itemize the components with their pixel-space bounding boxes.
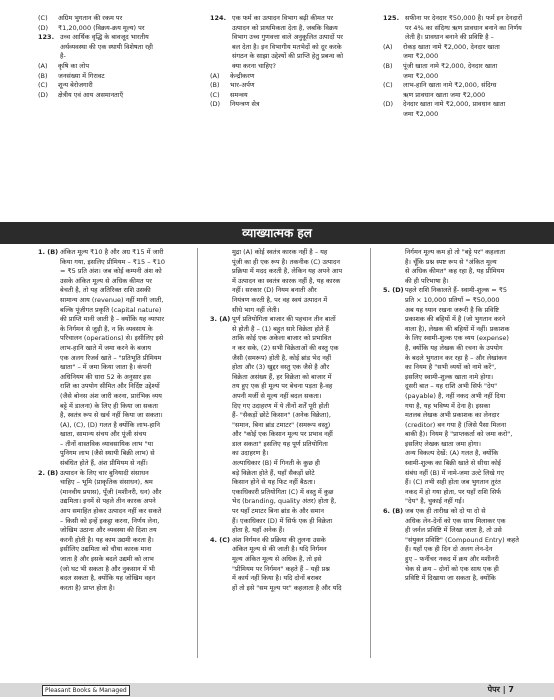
- option-text: पूंजी खाता नामे ₹2,000, देनदार खाता: [403, 61, 498, 70]
- text-line: बड़े विक्रेता होते हैं, यहाँ सैकड़ों छोटे: [232, 468, 315, 477]
- text-line: बदल सकता है, क्योंकि यह जोखिम वहन: [60, 574, 156, 583]
- text-line: (payable) है, नहीं नकद अभी नहीं दिया: [405, 391, 506, 400]
- text-line: उद्यमिता। इनमें से पहले तीन कारक अपने: [60, 497, 156, 506]
- option-text: शून्य बेरोजगारी: [58, 81, 93, 90]
- text-line: जमा ₹2,000: [403, 109, 439, 118]
- text-line: "समान, बिना ब्रांड टमाटर" (समरूप वस्तु): [232, 420, 331, 429]
- question-column-2: [210, 14, 365, 110]
- text-line: इसलिए स्वामी-शुल्क खाता नामे होगा।: [405, 372, 494, 381]
- text-line: प्रक्रिया में मदद करती है, लेकिन यह अपने आप: [232, 267, 343, 276]
- option-label: (B): [38, 71, 48, 80]
- text-line: की ही परिभाषा है।: [405, 276, 449, 285]
- text-line: का नियम है "सभी व्ययों को नामे करें",: [405, 363, 497, 372]
- text-line: एकाधिकारी प्रतियोगिता (C) में वस्तु में कुछ: [232, 487, 334, 496]
- page-footer: [0, 683, 554, 697]
- question-line: [210, 536, 362, 546]
- option-label: (D): [383, 100, 394, 109]
- text-line: प्रकाशक की बहियों में है (जो भुगतान करने: [405, 315, 506, 324]
- text-line: पर यहाँ टमाटर बिना ब्रांड के और समान: [232, 507, 324, 516]
- question-number: 3. (A): [210, 315, 231, 324]
- question-text: अंकित मूल्य ₹10 है और अग्र ₹15 में जारी: [60, 248, 164, 256]
- text-line: खाता, सामान्य संचय और पूंजी संचय: [60, 430, 147, 439]
- text-line: की प्राप्ति मानी जाती है – क्योंकि यह व्यापार: [60, 315, 164, 324]
- question-text: उच्च आर्थिक वृद्धि के बावजूद भारतीय: [60, 33, 149, 42]
- text-line: (A), (C), (D) गलत है क्योंकि लाभ-हानि: [60, 420, 160, 429]
- question-text: अंश निर्गमन की प्रक्रिया की तुलना उसके: [232, 535, 326, 544]
- text-line: जमा ₹2,000: [403, 52, 439, 61]
- publisher-logo: Pleasant Books & Managed: [42, 685, 130, 696]
- text-line: वाला है), लेखक की बहियों में नहीं। प्रकाशक: [405, 324, 510, 333]
- question-line: [383, 286, 523, 296]
- text-line: = ₹5 प्रति अंश। जब कोई कम्पनी अंश को: [60, 267, 162, 276]
- text-line: "प्रीमियम पर निर्गमन" कहते हैं – यही प्रश्न: [232, 564, 330, 573]
- text-line: हैं। (C) तभी सही होता जब भुगतान तुरंत: [405, 478, 501, 487]
- text-line: हैं। यहाँ एक ही दिन दो अलग लेन-देन: [405, 545, 493, 554]
- text-line: (मानवीय प्रयास), पूँजी (मशीनरी, धन) और: [60, 487, 162, 496]
- option-label: (A): [38, 61, 48, 70]
- text-line: मूल्य अंकित मूल्य से अधिक है, तो इसे: [232, 555, 322, 563]
- option-text: लाभ-हानि खाता नामे ₹2,000, संदिग्ध: [403, 81, 497, 90]
- text-line: संगठन के साझा उद्देश्यों की प्राप्ति हेतु प्रबन्ध को: [232, 52, 344, 61]
- option-line: [210, 91, 365, 101]
- text-line: प्रति × 10,000 प्रतियाँ = ₹50,000: [405, 295, 500, 304]
- text-line: बल देता है। इन विभागीय मतभेदों को दूर करके: [232, 42, 342, 51]
- question-column-1: [38, 14, 188, 100]
- text-line: – तीनों वास्तविक व्यावसायिक लाभ "या: [60, 439, 153, 448]
- question-line: [210, 315, 362, 325]
- option-label: (D): [210, 100, 221, 109]
- text-line: है, क्योंकि यह लेखक की रचना के उपयोग: [405, 343, 503, 352]
- text-line: मुद्रा (A) कोई स्वतंत्र कारक नहीं है – यह: [232, 248, 328, 256]
- question-number: 124.: [210, 14, 227, 22]
- option-label: (D): [38, 23, 49, 32]
- text-line: नियंत्रण करती है, पर वह स्वयं उत्पादन में: [232, 295, 328, 304]
- text-line: एक अलग रिजर्व खाते – "प्रतिभूति प्रीमियम: [60, 353, 162, 362]
- text-line: अंकित मूल्य से की जाती है। यदि निर्गमन: [232, 545, 327, 554]
- text-line: पुनिगम लाभ (जैसे स्थायी बिक्री लाभ) से: [60, 449, 155, 458]
- question-line: [38, 33, 188, 43]
- solutions-heading: व्याख्यात्मक हल: [242, 226, 312, 240]
- option-line: [383, 43, 523, 53]
- text-line: करता है) प्राप्त होता है।: [60, 583, 115, 592]
- text-line: किया गया, इसलिए प्रीमियम – ₹15 – ₹10: [60, 257, 165, 266]
- text-line: का उदाहरण है।: [232, 449, 269, 458]
- text-line: में कार्य नहीं किया है। यदि दोनों बराबर: [232, 574, 322, 583]
- text-line: जाता है और इसके बदले उद्यमी को लाभ: [60, 555, 154, 563]
- question-number: 125.: [383, 14, 400, 22]
- option-text: ₹1,20,000 (विक्रय-क्रय मूल्य) पर: [58, 23, 145, 32]
- text-line: होता है, यहाँ अनेक हैं।: [232, 526, 285, 535]
- text-line: हों तो इसे "सम मूल्य पर" कहलाता है और यदि: [232, 583, 342, 592]
- option-label: (D): [38, 90, 49, 99]
- text-line: पूंजी का ही एक रूप है। तकनीक (C) उत्पादन: [232, 257, 340, 266]
- option-text: जनसंख्या में गिरावट: [58, 71, 105, 80]
- text-line: किसान होने से यह फिट नहीं बैठता।: [232, 478, 316, 487]
- text-line: विभाग उच्च गुणवत्ता वाले अनुकूलित उत्पादों पर: [232, 33, 343, 42]
- column-divider: [197, 248, 198, 658]
- text-line: बट्टे में डालना) के लिए ही किया जा सकता: [60, 401, 158, 410]
- text-line: परिचालन (operations) से। इसीलिए इसे: [60, 334, 164, 343]
- text-line: क्या करना चाहिए?: [232, 61, 276, 70]
- text-line: के लिए स्वामी-शुल्क एक व्यय (expense): [405, 334, 509, 343]
- text-line: मतलब लेखक अभी प्रकाशक का लेनदार: [405, 411, 500, 420]
- text-line: बल्कि पूंजीगत प्रकृति (capital nature): [60, 305, 162, 314]
- text-line: (creditor) बन गया है (जिसे पैसा मिलना: [405, 420, 507, 429]
- text-line: है-: [60, 52, 66, 61]
- option-label: (C): [383, 81, 393, 90]
- text-line: और "कोई एक किसान मूल्य पर प्रभाव नहीं: [232, 430, 333, 439]
- text-line: के बदले भुगतान कर रहा है – और लेखांकन: [405, 353, 507, 362]
- text-line: संबंधित होते हैं, अंश प्रीमियम से नहीं।: [60, 459, 148, 468]
- text-line: सामान्य आय (revenue) नहीं मानी जाती,: [60, 295, 164, 304]
- text-line: गया है, यह भविष्य में देना है। इसका: [405, 401, 491, 410]
- question-text: पूर्ण प्रतियोगिता बाजार की पहचान तीन बातों: [232, 315, 336, 324]
- option-text: समन्वय: [230, 90, 248, 99]
- question-number: 4. (C): [210, 535, 230, 544]
- question-text: सफीना पर देनदार ₹50,000 है। फर्म इन देनदारों: [405, 14, 523, 22]
- text-line: इसीलिए उद्यमिता को चौथा कारक माना: [60, 545, 152, 554]
- solution-column-3: [383, 248, 523, 584]
- text-line: दूसरी बात – यह राशि अभी सिर्फ "देय": [405, 382, 498, 391]
- option-line: [38, 81, 188, 91]
- solution-column-1: [38, 248, 188, 593]
- text-line: (जैसे बोनस अंश जारी करना, प्रारंभिक व्यय: [60, 391, 162, 400]
- text-line: संबंध नहीं (B) में नामे-जमा उल्टे लिखे गए: [405, 468, 504, 477]
- option-line: [38, 14, 188, 24]
- text-line: होता और (3) खुद्दर वस्तु एक जैसे है और: [232, 363, 330, 372]
- option-line: [383, 62, 523, 72]
- text-line: (जो घट भी सकता है और नुकसान में भी: [60, 564, 155, 573]
- text-line: जोखिम उठाना और व्यवस्था की दिशा तय: [60, 526, 157, 535]
- option-text: रोकड़ खाता नामे ₹2,000, देनदार खाता: [403, 42, 500, 51]
- question-text: पहले राशि निकालते हैं- स्वामी-शुल्क = ₹5: [405, 286, 508, 295]
- question-line: [383, 507, 523, 517]
- question-column-3: [383, 14, 523, 120]
- option-text: अग्रिम भुगतान की रकम पर: [58, 14, 123, 22]
- question-number: 6. (B): [383, 507, 404, 516]
- option-label: (B): [383, 61, 393, 70]
- text-line: अन्य विकल्प देखें: (A) गलत है, क्योंकि: [405, 449, 499, 458]
- text-line: चेक से क्रय – दोनों को एक साथ एक ही: [405, 564, 499, 573]
- text-line: निर्गमन मूल्य कम हो तो "बट्टे पर" कहलाता: [405, 248, 506, 256]
- text-line: अधिक लेन-देनों को एक साथ मिलाकर एक: [405, 516, 506, 525]
- question-text: जब एक ही तारीख को दो या दो से: [405, 507, 486, 516]
- option-text: भार-अर्पण: [230, 81, 255, 90]
- text-line: तय हुए एक ही मूल्य पर बेचना पड़ता है-वह: [232, 382, 333, 391]
- text-line: प्रविष्टि में दिखाया जा सकता है, क्योंकि: [405, 574, 496, 583]
- text-line: चाहिए – भूमि (प्राकृतिक संसाधन), श्रम: [60, 478, 153, 487]
- text-line: पर 4% का संदिग्ध ऋण प्रावधान बनाने का निर्णय: [405, 23, 522, 32]
- question-number: 2. (B): [38, 468, 59, 477]
- text-line: सीधे भाग नहीं लेती।: [232, 305, 280, 314]
- solutions-banner: [0, 222, 554, 244]
- option-label: (A): [383, 42, 393, 51]
- question-text: उत्पादन के लिए चार बुनियादी संसाधन: [60, 468, 149, 477]
- text-line: अर्थव्यवस्था की एक स्थायी विशेषता रही: [60, 42, 153, 51]
- text-line: – किसी को इन्हें इकट्ठा करना, निर्णय लेना,: [60, 516, 160, 525]
- text-line: ही जर्नल प्रविष्टि में लिखा जाता है, तो उसे: [405, 526, 502, 535]
- text-line: न कर सके, (2) सभी विक्रेताओं की वस्तु एक: [232, 343, 339, 352]
- solution-column-2: [210, 248, 362, 593]
- text-line: जैसी (समरूप) होती है, कोई ब्रांड भेद नहीं: [232, 353, 332, 362]
- question-line: [38, 248, 188, 258]
- option-text: क्षेत्रीय एवं आय असमानताएँ: [58, 90, 124, 99]
- text-line: उत्पादन को प्राथमिकता देता है, जबकि विक्रय: [232, 23, 338, 32]
- text-line: राशि का उपयोग सीमित और निर्दिष्ट उद्देश्यों: [60, 382, 160, 391]
- text-line: भेद (branding, quality अंतर) होता है,: [232, 497, 337, 506]
- text-line: अल्पाधिकार (B) में गिनती के कुछ ही: [232, 459, 320, 468]
- text-line: करनी होती है। यह काम उद्यमी करता है।: [60, 535, 154, 544]
- question-text: एक फर्म का उत्पादन विभाग बढ़ी कीमत पर: [232, 14, 334, 22]
- text-line: ऋण प्रावधान खाता जमा ₹2,000: [403, 90, 486, 99]
- option-line: [38, 72, 188, 82]
- question-number: 5. (D): [383, 286, 404, 295]
- option-label: (B): [210, 81, 220, 90]
- text-line: हैं। एकाधिकार (D) में सिर्फ एक ही विक्रेता: [232, 516, 333, 525]
- text-line: है। चूँकि प्रश्न स्पष्ट रूप से "अंकित मूल्य: [405, 257, 497, 266]
- option-text: देनदार खाता नामे ₹2,000, प्रावधान खाता: [403, 100, 506, 109]
- option-label: (A): [210, 71, 220, 80]
- option-label: (C): [38, 14, 48, 22]
- option-line: [383, 100, 523, 110]
- text-line: है, स्वतंत्र रूप से खर्च नहीं किया जा सकता।: [60, 411, 163, 420]
- option-text: कृषि का लोप: [58, 61, 90, 70]
- text-line: हुए – फर्नीचर नकद में क्रय और मशीनरी: [405, 555, 499, 563]
- option-line: [38, 24, 188, 34]
- option-text: केन्द्रीकरण: [230, 71, 255, 80]
- column-divider: [370, 248, 371, 658]
- text-line: अधिनियम की धारा 52 के अनुसार इस: [60, 372, 151, 381]
- option-label: (C): [210, 90, 220, 99]
- text-line: खाता" – में जमा किया जाता है। कंपनी: [60, 363, 152, 372]
- page-number: पेपर | 7: [487, 685, 514, 694]
- question-line: [38, 469, 188, 479]
- option-line: [210, 81, 365, 91]
- text-line: लेती है। प्रावधान बनाने की प्रविष्टि है –: [405, 33, 494, 42]
- question-number: 1. (B): [38, 248, 59, 256]
- text-line: आप समाहित होकर उत्पादन नहीं कर सकते: [60, 507, 162, 516]
- text-line: दिए गए उदाहरण में ये तीनों शर्तें पूरी होती: [232, 401, 330, 410]
- option-line: [38, 91, 188, 101]
- text-line: अपनी मर्जी से मूल्य नहीं बदल सकता।: [232, 391, 322, 400]
- text-line: डाल सकता" इसलिए यह पूर्ण प्रतियोगिता: [232, 439, 328, 448]
- option-text: नियन्त्रण सेत्र: [230, 100, 260, 109]
- text-line: के निर्गमन से जुड़ी है, न कि व्यवसाय के: [60, 324, 153, 333]
- question-line: [383, 14, 523, 24]
- text-line: बाकी है)। नियम है "प्राप्तकर्ता को जमा करो",: [405, 430, 513, 439]
- text-line: इसलिए लेखक खाता जमा होगा।: [405, 439, 481, 448]
- text-line: विक्रेता असंख्य हैं, हर विक्रेता को बाजार में: [232, 372, 332, 381]
- text-line: से अधिक कीमत" कह रहा है, यह प्रीमियम: [405, 267, 505, 276]
- option-line: [38, 62, 188, 72]
- text-line: नकद में हो गया होता, पर यहाँ राशि सिर्फ: [405, 487, 502, 496]
- text-line: उसके अंकित मूल्य से अधिक कीमत पर: [60, 276, 152, 285]
- question-number: 123.: [38, 33, 55, 42]
- text-line: हैं- "सैकड़ों छोटे किसान" (अनेक विक्रेता),: [232, 411, 331, 420]
- option-line: [210, 72, 365, 82]
- text-line: बेचती है, तो यह अतिरिक्त राशि उसकी: [60, 286, 151, 295]
- text-line: लाभ-हानि खाते में जमा करने के बजाय: [60, 343, 152, 352]
- text-line: नहीं। सरकार (D) नियम बनाती और: [232, 286, 317, 295]
- text-line: से होती है – (1) बहुत सारे विक्रेता होते हैं: [232, 324, 329, 333]
- question-line: [210, 14, 365, 24]
- text-line: स्वामी-शुल्क का बिक्री खाते से सीधा कोई: [405, 459, 501, 468]
- text-line: ताकि कोई एक अकेला बाजार को प्रभावित: [232, 334, 332, 343]
- text-line: अब यह ध्यान रखना जरूरी है कि प्रविष्टि: [405, 305, 499, 314]
- text-line: में उत्पादन का स्वतंत्र कारक नहीं है, यह कारक: [232, 276, 341, 285]
- option-line: [210, 100, 365, 110]
- text-line: जमा ₹2,000: [403, 71, 439, 80]
- option-line: [383, 81, 523, 91]
- text-line: "देय" है, चुकाई नहीं गई।: [405, 497, 465, 506]
- option-label: (C): [38, 81, 48, 90]
- text-line: "संयुक्त प्रविष्टि" (Compound Entry) कहते: [405, 535, 519, 544]
